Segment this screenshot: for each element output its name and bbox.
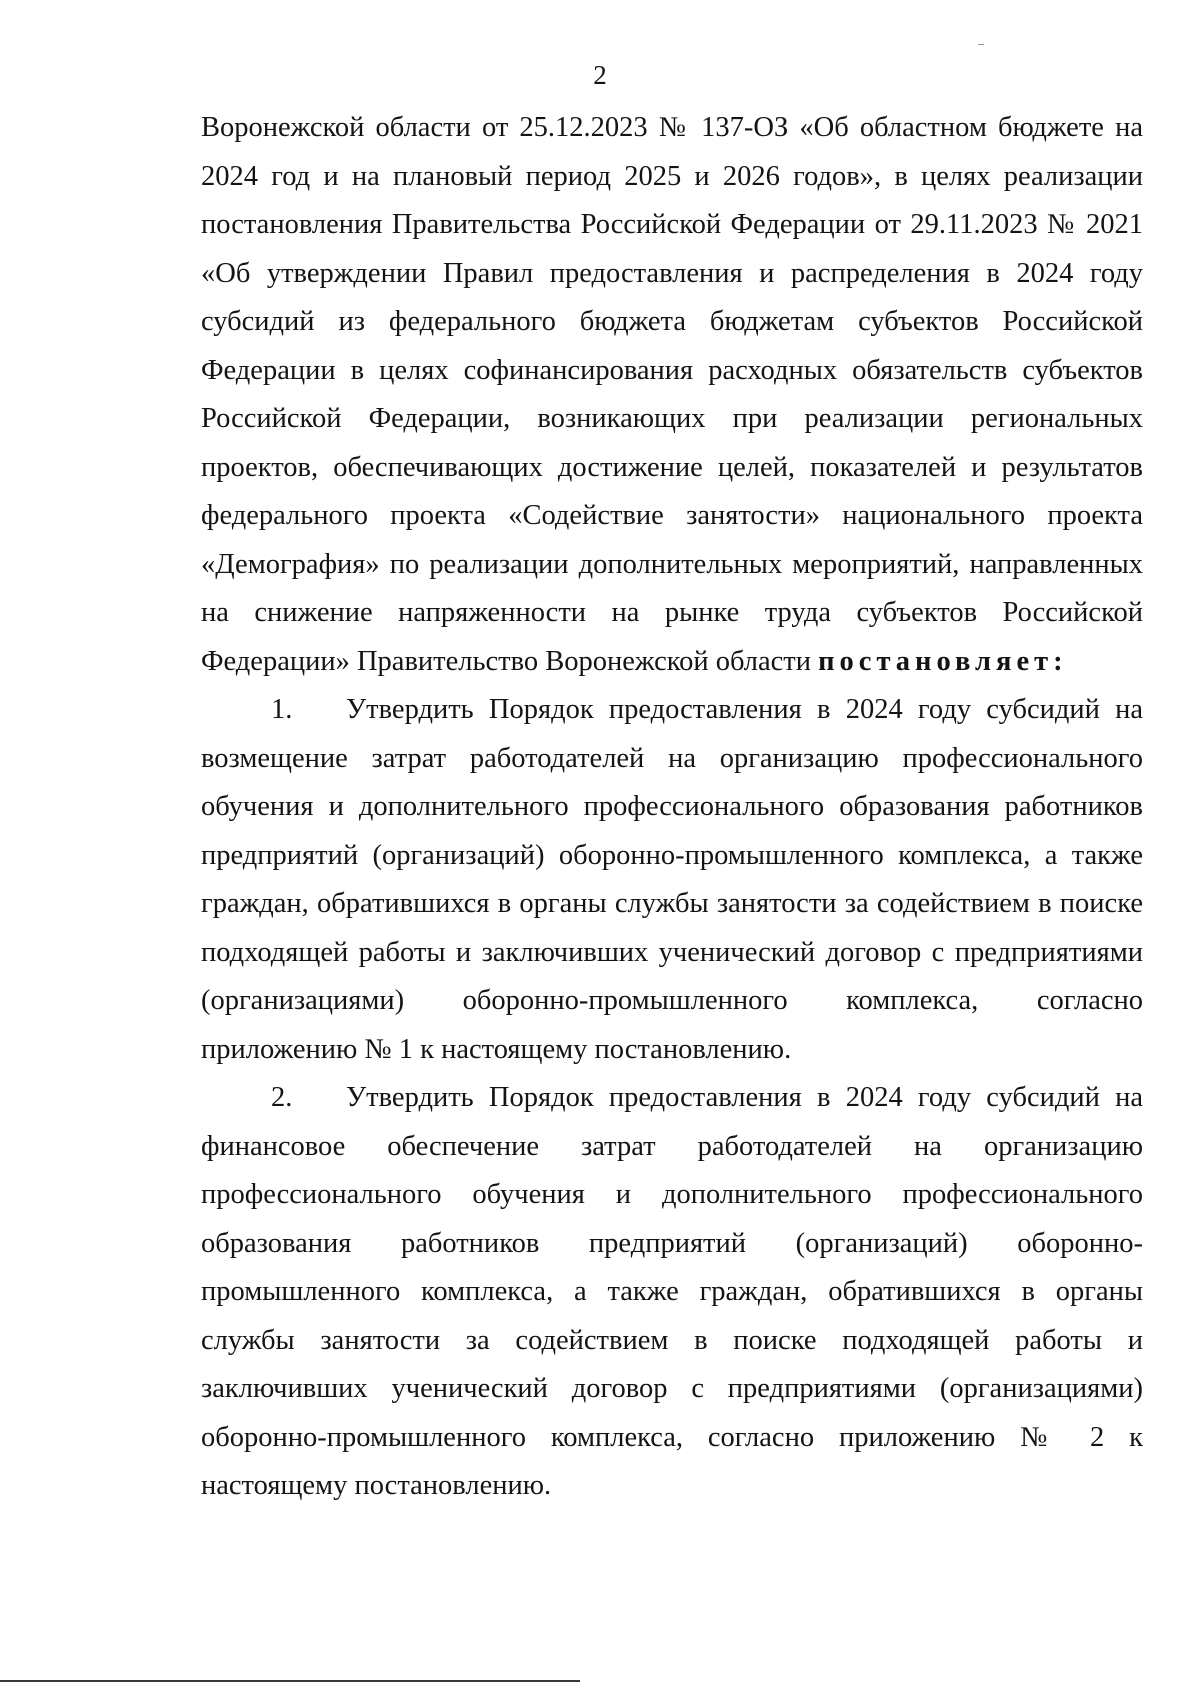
item-text: Утвердить Порядок предоставления в 2024 году субсидий на возмещение затрат работодателей на организацию профессионального обучения и дополнительного профессионального образования работников предприятий (организаций) оборонно-промышленного комплекса, а также граждан, обратившихся в органы службы занятости за содействием в поиске подходящей работы и заключивших ученический договор с предприятиями (организациями) оборонно-промышленного комплекса, согласно приложению № 1 к настоящему постановлению. (201, 694, 1143, 1065)
scan-artifact (978, 44, 984, 45)
item-number: 1. (271, 694, 293, 725)
numbered-item-2 (201, 1074, 1143, 1511)
numbered-item-1 (201, 686, 1143, 1074)
item-text: Утвердить Порядок предоставления в 2024 году субсидий на финансовое обеспечение затрат работодателей на организацию профессионального обучения и дополнительного профессионального образования работников предприятий (организаций) оборонно-промышленного комплекса, а также граждан, обратившихся в органы службы занятости за содействием в поиске подходящей работы и заключивших ученический договор с предприятиями (организациями) оборонно-промышленного комплекса, согласно приложению № 2 к настоящему постановлению. (201, 1082, 1143, 1501)
item-number: 2. (271, 1082, 293, 1113)
intro-paragraph-text: Воронежской области от 25.12.2023 № 137-ОЗ «Об областном бюджете на 2024 год и на плановый период 2025 и 2026 годов», в целях реализации постановления Правительства Российской Федерации от 29.11.2023 № 2021 «Об утверждении Правил предоставления и распределения в 2024 году субсидий из федерального бюджета бюджетам субъектов Российской Федерации в целях софинансирования расходных обязательств субъектов Российской Федерации, возникающих при реализации региональных проектов, обеспечивающих достижение целей, показателей и результатов федерального проекта «Содействие занятости» национального проекта «Демография» по реализации дополнительных мероприятий, направленных на снижение напряженности на рынке труда субъектов Российской Федерации» Правительство Воронежской области (201, 112, 1143, 677)
footer-rule (0, 1680, 580, 1682)
page-number: 2 (593, 60, 607, 90)
intro-paragraph (201, 104, 1143, 686)
document-body (201, 104, 1143, 1511)
resolution-keyword: постановляет: (818, 645, 1068, 677)
